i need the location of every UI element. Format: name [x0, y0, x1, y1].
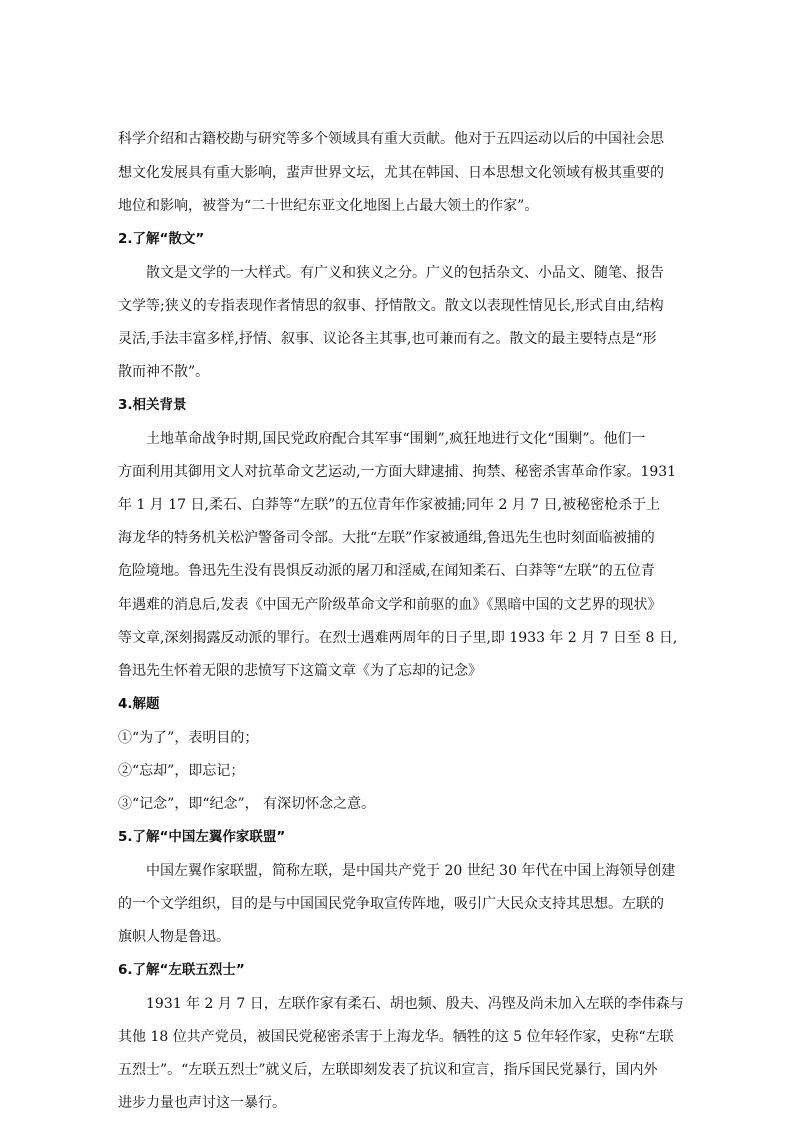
paragraph-line: 中国左翼作家联盟，简称左联，是中国共产党于 20 世纪 30 年代在中国上海领导创建 [146, 863, 676, 879]
intro-line: 想文化发展具有重大影响，蜚声世界文坛，尤其在韩国、日本思想文化领域有极其重要的 [118, 165, 664, 181]
paragraph-line: 散文是文学的一大样式。有广义和狭义之分。广义的包括杂文、小品文、随笔、报告 [146, 265, 664, 281]
paragraph-line: 旗帜人物是鲁迅。 [118, 929, 230, 945]
list-item: ①“为了”，表明目的； [118, 730, 259, 746]
paragraph-line: 危险境地。鲁迅先生没有畏惧反动派的屠刀和淫威,在闻知柔石、白莽等“左联”的五位青 [118, 563, 655, 579]
intro-line: 科学介绍和古籍校勘与研究等多个领域具有重大贡献。他对于五四运动以后的中国社会思 [118, 131, 664, 147]
paragraph-line: 方面利用其御用文人对抗革命文艺运动,一方面大肆逮捕、拘禁、秘密杀害革命作家。1931 [118, 464, 677, 480]
paragraph-line: 的一个文学组织，目的是与中国国民党争取宣传阵地，吸引广大民众支持其思想。左联的 [118, 896, 664, 912]
intro-line: 地位和影响，被誉为“二十世纪东亚文化地图上占最大领土的作家”。 [118, 198, 539, 214]
section-heading: 2.了解“散文” [118, 231, 205, 247]
list-item: ③“记念”，即“纪念”， 有深切怀念之意。 [118, 796, 376, 812]
section-heading: 6.了解“左联五烈士” [118, 962, 245, 978]
paragraph-line: 灵活,手法丰富多样,抒情、叙事、议论各主其事,也可兼而有之。散文的最主要特点是“形 [118, 331, 657, 347]
paragraph-line: 土地革命战争时期,国民党政府配合其军事“围剿”,疯狂地进行文化“围剿”。他们一 [146, 431, 646, 447]
paragraph-line: 进步力量也声讨这一暴行。 [118, 1095, 286, 1111]
paragraph-line: 散而神不散”。 [118, 364, 210, 380]
list-item: ②“忘却”，即忘记； [118, 763, 245, 779]
section-heading: 5.了解“中国左翼作家联盟” [118, 829, 286, 845]
paragraph-line: 1931 年 2 月 7 日，左联作家有柔石、胡也频、殷夫、冯铿及尚未加入左联的李伟森与 [146, 996, 684, 1012]
paragraph-line: 等文章,深刻揭露反动派的罪行。在烈士遇难两周年的日子里,即 1933 年 2 月 7 日至 8 日, [118, 630, 678, 646]
section-heading: 4.解题 [118, 696, 160, 712]
paragraph-line: 其他 18 位共产党员，被国民党秘密杀害于上海龙华。牺牲的这 5 位年轻作家，史称“左联 [118, 1029, 674, 1045]
section-heading: 3.相关背景 [118, 397, 187, 413]
paragraph-line: 五烈士”。“左联五烈士”就义后，左联即刻发表了抗议和宣言，指斥国民党暴行，国内外 [118, 1062, 658, 1078]
paragraph-line: 文学等;狭义的专指表现作者情思的叙事、抒情散文。散文以表现性情见长,形式自由,结构 [118, 298, 664, 314]
paragraph-line: 年遇难的消息后,发表《中国无产阶级革命文学和前驱的血》《黑暗中国的文艺界的现状》 [118, 597, 662, 613]
paragraph-line: 鲁迅先生怀着无限的悲愤写下这篇文章《为了忘却的记念》 [118, 663, 482, 679]
paragraph-line: 年 1 月 17 日,柔石、白莽等“左联”的五位青年作家被捕;同年 2 月 7 日,被秘密枪杀于上 [118, 497, 661, 513]
paragraph-line: 海龙华的特务机关松沪警备司令部。大批“左联”作家被通缉,鲁迅先生也时刻面临被捕的 [118, 530, 655, 546]
